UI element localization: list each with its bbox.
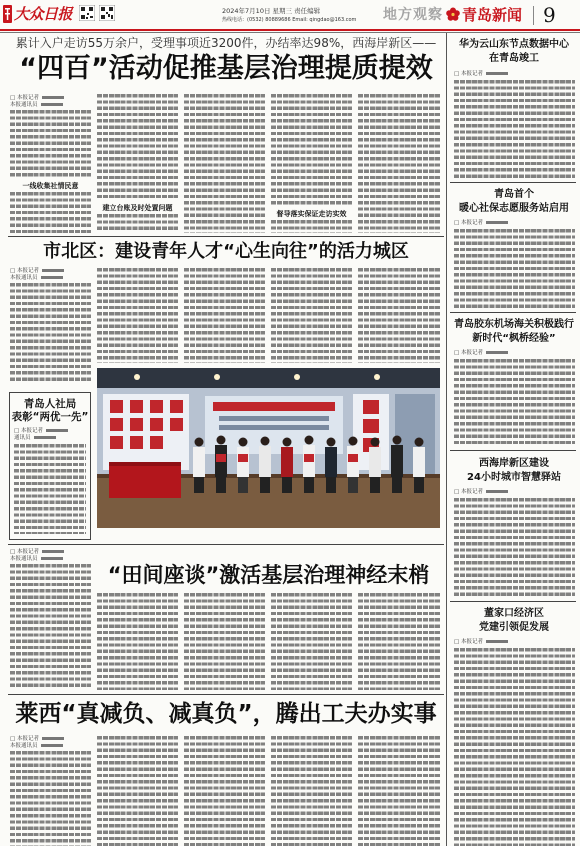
byline-name bbox=[41, 103, 63, 106]
byline-label: □ 本报记者 bbox=[454, 71, 483, 77]
sidebar-headline-line: 董家口经济区 bbox=[484, 608, 544, 619]
sidebar-rule bbox=[450, 601, 576, 602]
byline-reporter bbox=[10, 549, 64, 556]
section-rule bbox=[8, 544, 444, 545]
field-talk-article-headline: “田间座谈”激活基层治理神经末梢 bbox=[107, 563, 430, 587]
body-text bbox=[358, 593, 440, 690]
byline-name bbox=[486, 640, 508, 643]
byline-name bbox=[42, 96, 64, 99]
body-text bbox=[271, 220, 352, 233]
body-text bbox=[454, 648, 575, 846]
body-text bbox=[10, 564, 91, 690]
issue-date-line: 2024年7月10日 星期三 责任编辑 bbox=[222, 7, 321, 15]
byline-correspondent bbox=[10, 743, 63, 750]
sidebar-headline-line: 新时代“枫桥经验” bbox=[472, 333, 556, 344]
byline-name bbox=[46, 429, 68, 432]
body-text bbox=[358, 94, 440, 233]
body-text bbox=[14, 444, 86, 534]
byline-label: 通讯员 bbox=[14, 435, 31, 441]
body-text bbox=[271, 94, 352, 207]
sidebar-rule bbox=[450, 450, 576, 451]
body-text bbox=[454, 359, 575, 445]
body-text bbox=[184, 736, 265, 846]
body-text bbox=[454, 229, 575, 308]
shibei-article-headline: 市北区：建设青年人才“心生向往”的活力城区 bbox=[43, 241, 409, 262]
weibo-qr-code-icon bbox=[99, 5, 115, 21]
header-red-rule bbox=[0, 29, 580, 31]
body-text bbox=[97, 736, 178, 846]
section-rule bbox=[8, 694, 444, 695]
body-text bbox=[97, 593, 178, 690]
body-text bbox=[184, 94, 265, 233]
body-text bbox=[184, 268, 265, 363]
body-text bbox=[97, 94, 178, 201]
byline-reporter bbox=[454, 489, 508, 496]
newspaper-logo: 大众日报 bbox=[14, 5, 73, 23]
main-article-headline: “四百”活动促推基层治理提质提效 bbox=[19, 53, 433, 84]
byline-reporter bbox=[454, 220, 508, 227]
sidebar-headline-line: 青岛胶东机场海关积极践行 bbox=[454, 319, 574, 330]
byline-reporter bbox=[10, 736, 64, 743]
byline-name bbox=[42, 550, 64, 553]
body-text bbox=[97, 268, 178, 363]
newspaper-seal-icon bbox=[3, 5, 12, 23]
byline-name bbox=[42, 737, 64, 740]
byline-label: □ 本报记者 bbox=[454, 350, 483, 356]
inset-brief-title-line: 表彰“两优一先” bbox=[11, 411, 89, 423]
sidebar-divider bbox=[446, 33, 447, 846]
byline-reporter bbox=[10, 268, 64, 275]
byline-label: □ 本报记者 bbox=[454, 489, 483, 495]
subhead: 建立台账及时处置问题 bbox=[102, 204, 173, 212]
sidebar-headline-line: 24小时城市智慧驿站 bbox=[467, 472, 561, 483]
byline-correspondent bbox=[10, 556, 63, 563]
byline-label: □ 本报记者 bbox=[10, 268, 39, 274]
header-thin-rule bbox=[0, 32, 580, 33]
body-text bbox=[184, 593, 265, 690]
byline-name bbox=[486, 490, 508, 493]
wechat-qr-code-icon bbox=[79, 5, 95, 21]
body-text bbox=[358, 736, 440, 846]
subhead: 一线收集社情民意 bbox=[22, 182, 79, 190]
byline-label: 本报通讯员 bbox=[10, 556, 38, 562]
byline-reporter bbox=[454, 71, 508, 78]
page-number: 9 bbox=[543, 3, 556, 27]
body-text bbox=[10, 751, 91, 846]
byline-label: □ 本报记者 bbox=[454, 639, 483, 645]
byline-reporter bbox=[454, 639, 508, 646]
header-divider bbox=[533, 6, 534, 25]
sidebar-headline-line: 西海岸新区建设 bbox=[479, 458, 549, 469]
byline-label: □ 本报记者 bbox=[10, 95, 39, 101]
byline-name bbox=[486, 221, 508, 224]
body-text bbox=[10, 110, 91, 179]
sidebar-rule bbox=[450, 312, 576, 313]
laixi-article-headline: 莱西“真减负、减真负”，腾出工夫办实事 bbox=[15, 701, 437, 727]
body-text bbox=[454, 498, 575, 596]
byline-label: □ 本报记者 bbox=[454, 220, 483, 226]
byline-name bbox=[41, 557, 63, 560]
hotline-contact-line: 热线电话：(0532) 80889686 Email: qingdao@163.com bbox=[222, 17, 357, 23]
byline-name bbox=[41, 744, 63, 747]
sidebar-headline-line: 暖心社保志愿服务站启用 bbox=[459, 203, 569, 214]
byline-label: 本报通讯员 bbox=[10, 743, 38, 749]
inset-brief-title-line: 青岛人社局 bbox=[23, 398, 77, 410]
byline-correspondent bbox=[14, 435, 56, 442]
section-label: 地方观察 bbox=[383, 7, 443, 23]
body-text bbox=[271, 593, 352, 690]
sidebar-headline-line: 青岛首个 bbox=[494, 189, 534, 200]
byline-label: □ 本报记者 bbox=[14, 428, 43, 434]
byline-name bbox=[486, 72, 508, 75]
byline-label: □ 本报记者 bbox=[10, 549, 39, 555]
byline-name bbox=[486, 351, 508, 354]
body-text bbox=[97, 214, 178, 233]
section-rule bbox=[8, 236, 444, 237]
page-name: 青岛新闻 bbox=[462, 6, 523, 24]
byline-reporter bbox=[10, 95, 64, 102]
byline-correspondent bbox=[10, 275, 63, 282]
body-text bbox=[454, 80, 575, 178]
sidebar-headline-line: 党建引领促发展 bbox=[479, 622, 549, 633]
body-text bbox=[358, 268, 440, 363]
byline-label: 本报通讯员 bbox=[10, 275, 38, 281]
byline-name bbox=[34, 436, 56, 439]
sidebar-headline-line: 华为云山东节点数据中心 bbox=[459, 39, 569, 50]
main-article-kicker: 累计入户走访55万余户，受理事项近3200件，办结率达98%，西海岸新区—— bbox=[15, 36, 437, 50]
byline-name bbox=[42, 269, 64, 272]
sidebar-headline-line: 在青岛竣工 bbox=[489, 53, 539, 64]
body-text bbox=[271, 736, 352, 846]
byline-reporter bbox=[454, 350, 508, 357]
byline-label: 本报通讯员 bbox=[10, 102, 38, 108]
sidebar-rule bbox=[450, 182, 576, 183]
byline-reporter bbox=[14, 428, 68, 435]
byline-correspondent bbox=[10, 102, 63, 109]
body-text bbox=[271, 268, 352, 363]
flower-icon bbox=[446, 7, 460, 22]
byline-name bbox=[41, 276, 63, 279]
byline-label: □ 本报记者 bbox=[10, 736, 39, 742]
body-text bbox=[10, 192, 91, 233]
subhead: 督导落实保证走访实效 bbox=[276, 210, 347, 218]
event-photo bbox=[97, 368, 440, 528]
body-text bbox=[10, 283, 91, 384]
